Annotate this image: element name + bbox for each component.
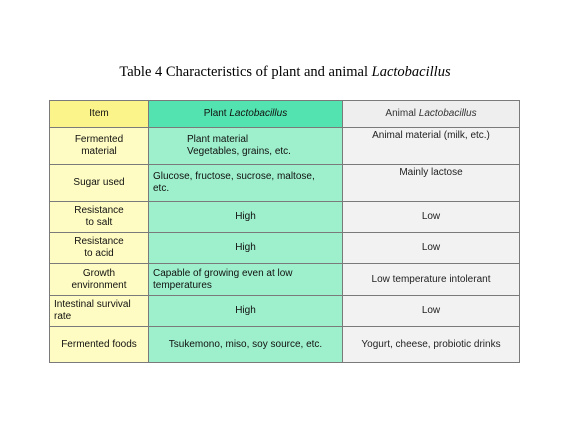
- cell-line: Low: [421, 211, 441, 222]
- item-cell-sugar-used: [50, 165, 149, 202]
- plant-cell-sugar-used: [149, 165, 343, 202]
- cell-line: Glucose, fructose, sucrose, maltose,: [153, 171, 315, 182]
- cell-line: High: [235, 211, 256, 222]
- animal-cell-resistance-salt: [343, 202, 520, 233]
- table-row: [50, 296, 520, 327]
- header-animal: [343, 101, 520, 128]
- plant-cell-intestinal-survival: [149, 296, 343, 327]
- cell-line: to acid: [84, 248, 114, 259]
- table-row: [50, 128, 520, 165]
- caption-italic: Lactobacillus: [371, 64, 451, 80]
- cell-line: Low: [421, 242, 441, 253]
- animal-cell-resistance-acid: [343, 233, 520, 264]
- animal-cell-growth-environment: [343, 264, 520, 296]
- table-row: [50, 165, 520, 202]
- cell-line: Sugar used: [73, 177, 125, 188]
- cell-line: High: [235, 242, 256, 253]
- cell-line: Capable of growing even at low: [153, 267, 293, 279]
- cell-line: High: [235, 305, 256, 316]
- plant-cell-resistance-salt: [149, 202, 343, 233]
- comparison-table: [49, 100, 520, 363]
- header-plant-text: Plant: [203, 108, 230, 119]
- cell-line: Plant material: [187, 134, 249, 145]
- cell-line: Tsukemono, miso, soy source, etc.: [168, 338, 323, 350]
- cell-line: rate: [54, 311, 72, 322]
- cell-line: Resistance: [74, 205, 124, 216]
- cell-line: Fermented: [74, 134, 124, 145]
- cell-line: environment: [71, 279, 127, 291]
- cell-line: Yogurt, cheese, probiotic drinks: [361, 338, 501, 350]
- animal-cell-sugar-used: [343, 165, 520, 202]
- animal-cell-fermented-foods: [343, 327, 520, 363]
- cell-line: temperatures: [153, 279, 212, 291]
- cell-line: Resistance: [74, 236, 124, 247]
- item-cell-fermented-material: [50, 128, 149, 165]
- cell-line: Intestinal survival: [54, 299, 131, 310]
- header-row: [50, 101, 520, 128]
- item-cell-resistance-salt: [50, 202, 149, 233]
- cell-line: Growth: [82, 267, 116, 279]
- header-plant-italic: Lactobacillus: [229, 108, 288, 119]
- cell-line: Low: [421, 305, 441, 316]
- animal-cell-intestinal-survival: [343, 296, 520, 327]
- cell-line: to salt: [85, 217, 113, 228]
- animal-cell-fermented-material: [343, 128, 520, 165]
- caption-text: Table 4 Characteristics of plant and animal: [119, 64, 372, 80]
- item-cell-resistance-acid: [50, 233, 149, 264]
- table-row: [50, 233, 520, 264]
- table-caption: [0, 64, 570, 81]
- cell-line: etc.: [153, 183, 170, 194]
- table-row: [50, 264, 520, 296]
- header-animal-text: Animal: [385, 108, 419, 119]
- cell-line: Vegetables, grains, etc.: [187, 146, 291, 157]
- item-cell-fermented-foods: [50, 327, 149, 363]
- table-row: [50, 202, 520, 233]
- plant-cell-growth-environment: [149, 264, 343, 296]
- cell-line: material: [81, 146, 117, 157]
- cell-line: Low temperature intolerant: [371, 273, 491, 285]
- plant-cell-fermented-material: [149, 128, 343, 165]
- item-cell-intestinal-survival: [50, 296, 149, 327]
- header-item: Item: [50, 101, 149, 128]
- plant-cell-resistance-acid: [149, 233, 343, 264]
- plant-cell-fermented-foods: [149, 327, 343, 363]
- cell-line: Animal material (milk, etc.): [372, 130, 490, 141]
- header-animal-italic: Lactobacillus: [418, 108, 477, 119]
- cell-line: Fermented foods: [61, 338, 137, 350]
- header-plant: [149, 101, 343, 128]
- table-row: [50, 327, 520, 363]
- cell-line: Mainly lactose: [399, 167, 463, 178]
- item-cell-growth-environment: [50, 264, 149, 296]
